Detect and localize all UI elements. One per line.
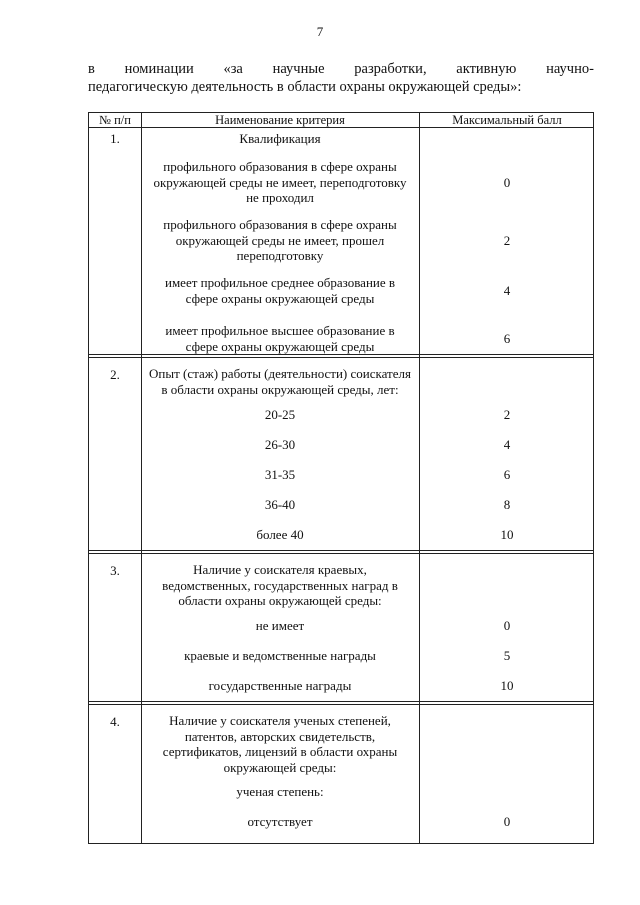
- criterion-item-line: окружающей среды не имеет, прошел: [175, 232, 385, 248]
- criterion-item-line: не имеет: [255, 618, 305, 633]
- criterion-item-line: отсутствует: [247, 814, 313, 829]
- section-divider: [89, 704, 593, 705]
- criterion-item-line: окружающей среды не имеет, переподготовку: [153, 174, 407, 190]
- criteria-table: [88, 112, 594, 844]
- row-number: 1.: [110, 131, 120, 146]
- criterion-title-line: Квалификация: [239, 131, 321, 146]
- criterion-title-line: патентов, авторских свидетельств,: [184, 728, 376, 744]
- intro-word: разработки,: [354, 61, 427, 77]
- intro-word: научно-: [546, 61, 594, 77]
- score-value: 8: [503, 497, 511, 512]
- score-value: 4: [503, 437, 511, 452]
- header-num: № п/п: [99, 113, 131, 127]
- score-value: 6: [503, 331, 511, 346]
- score-value: 0: [503, 175, 511, 190]
- score-value: 2: [503, 407, 511, 422]
- criterion-title-line: ведомственных, государственных наград в: [162, 577, 398, 593]
- intro-paragraph: [88, 60, 594, 96]
- criterion-item-line: 26-30: [264, 437, 296, 452]
- score-value: 4: [503, 283, 511, 298]
- criterion-item-line: более 40: [256, 527, 304, 542]
- score-value: 5: [503, 648, 511, 663]
- criterion-item-line: ученая степень:: [236, 784, 324, 799]
- criterion-title-line: области охраны окружающей среды:: [178, 593, 382, 608]
- section-divider: [89, 701, 593, 702]
- criterion-title-line: Наличие у соискателя ученых степеней,: [169, 713, 391, 728]
- criterion-item-line: имеет профильное высшее образование в: [165, 323, 395, 338]
- section-divider: [89, 553, 593, 554]
- score-value: 0: [503, 814, 511, 829]
- criterion-title-line: в области охраны окружающей среды, лет:: [161, 381, 399, 397]
- criterion-item-line: краевые и ведомственные награды: [184, 648, 376, 663]
- criterion-title-line: Наличие у соискателя краевых,: [193, 562, 367, 577]
- intro-line-1: [88, 60, 594, 78]
- header-score: Максимальный балл: [452, 113, 562, 127]
- criterion-title-line: окружающей среды:: [223, 759, 337, 775]
- criterion-item-line: 20-25: [264, 407, 296, 422]
- score-value: 0: [503, 618, 511, 633]
- score-value: 2: [503, 233, 511, 248]
- intro-word: активную: [456, 61, 517, 77]
- row-number: 3.: [110, 563, 120, 578]
- criterion-item-line: сфере охраны окружающей среды: [185, 338, 375, 354]
- criterion-item-line: переподготовку: [236, 248, 324, 263]
- header-criterion: Наименование критерия: [215, 113, 345, 127]
- criterion-item-line: профильного образования в сфере охраны: [163, 217, 397, 232]
- criterion-item-line: профильного образования в сфере охраны: [163, 159, 397, 174]
- page-number: 7: [316, 24, 324, 39]
- intro-word: в: [88, 61, 95, 77]
- intro-word: научные: [272, 61, 325, 77]
- criterion-item-line: не проходил: [246, 190, 314, 205]
- criterion-item-line: 31-35: [264, 467, 296, 482]
- score-value: 10: [500, 527, 514, 542]
- criterion-item-line: 36-40: [264, 497, 296, 512]
- criterion-item-line: имеет профильное среднее образование в: [164, 275, 396, 290]
- intro-line-2: педагогическую деятельность в области охраны окружающей среды»:: [88, 79, 522, 95]
- criterion-title-line: Опыт (стаж) работы (деятельности) соискателя: [149, 366, 411, 381]
- row-number: 4.: [110, 714, 120, 729]
- criterion-item-line: сфере охраны окружающей среды: [185, 290, 375, 306]
- intro-word: номинации: [124, 61, 194, 77]
- section-divider: [89, 550, 593, 551]
- intro-word: «за: [223, 61, 243, 77]
- section-divider: [89, 354, 593, 355]
- row-number: 2.: [110, 367, 120, 382]
- score-value: 6: [503, 467, 511, 482]
- criterion-title-line: сертификатов, лицензий в области охраны: [162, 744, 398, 759]
- criterion-item-line: государственные награды: [208, 678, 352, 693]
- section-divider: [89, 357, 593, 358]
- score-value: 10: [500, 678, 514, 693]
